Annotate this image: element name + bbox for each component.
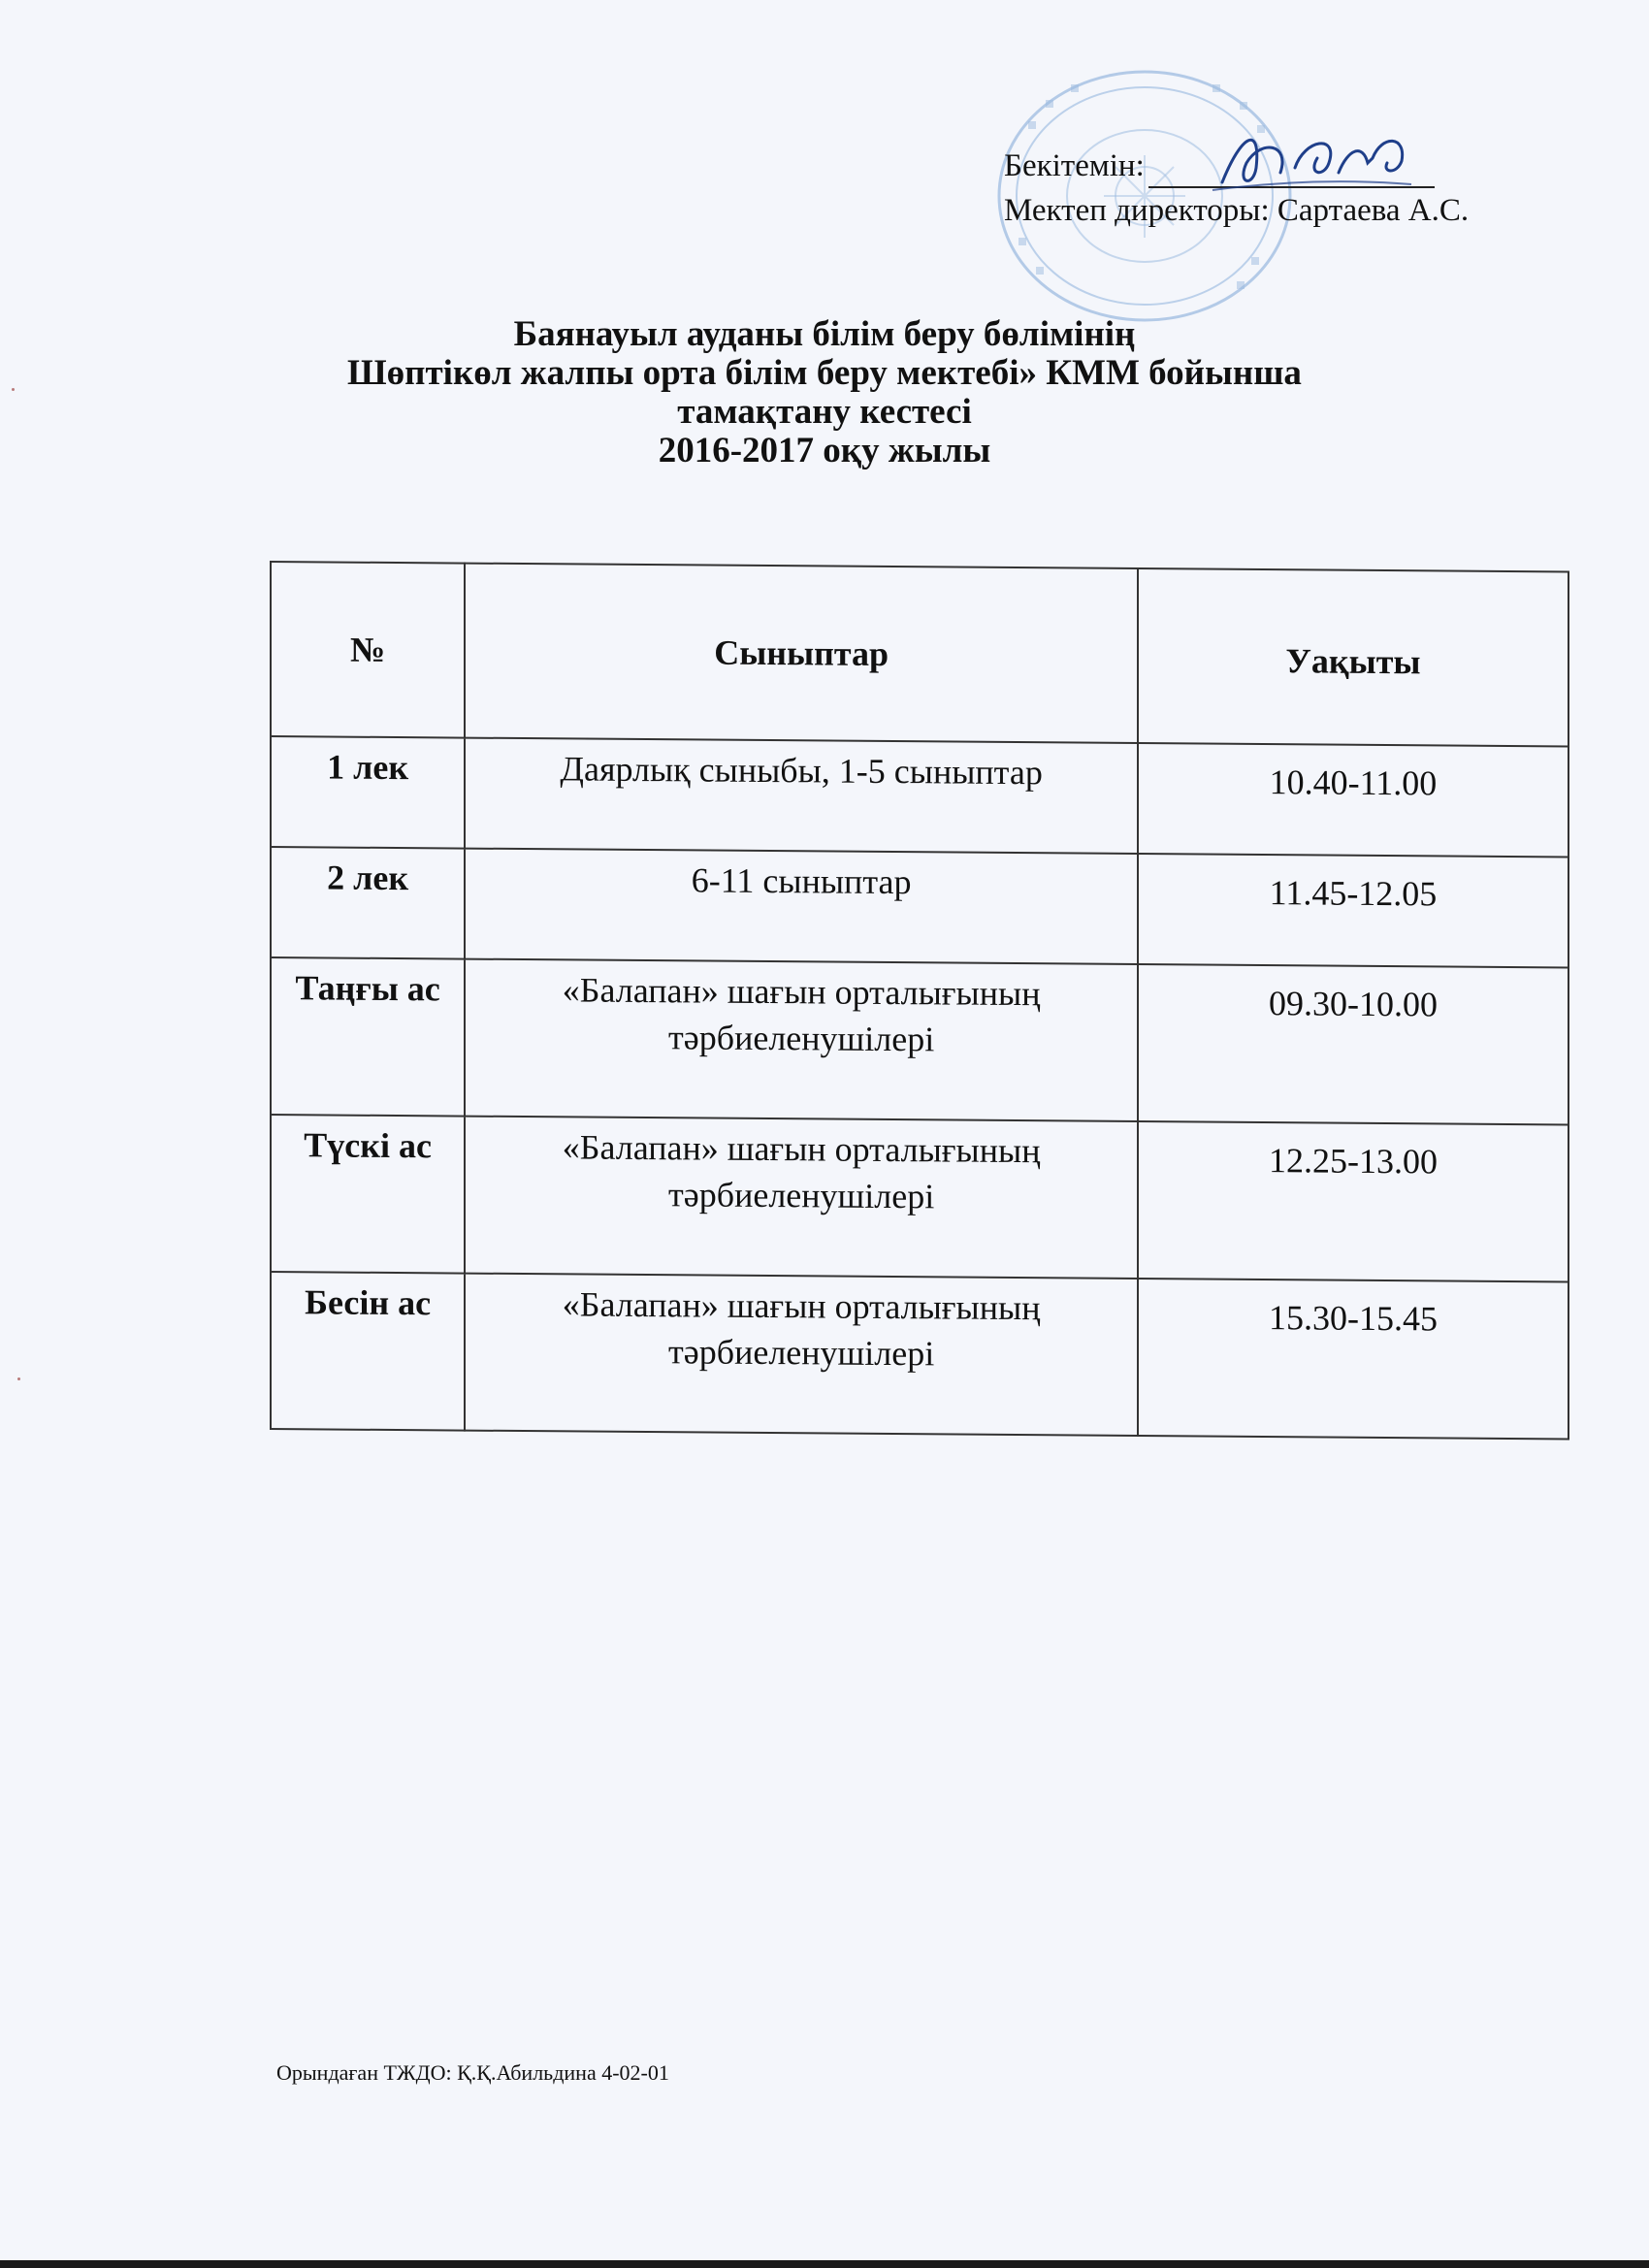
header-time: Уақыты	[1138, 568, 1568, 746]
row-classes: «Балапан» шағын орталығының тәрбиеленушілері	[465, 1274, 1138, 1436]
row-number: Таңғы ас	[271, 957, 465, 1117]
row-classes: 6-11 сыныптар	[465, 849, 1138, 964]
row-time: 12.25-13.00	[1138, 1121, 1568, 1281]
title-line-4: 2016-2017 оқу жылы	[658, 431, 991, 470]
scan-speck	[12, 388, 15, 391]
row-number: 1 лек	[271, 736, 465, 849]
header-classes: Сыныптар	[465, 564, 1138, 743]
table-row	[271, 1272, 1568, 1440]
director-line: Мектеп директоры: Сартаева А.С.	[1004, 193, 1470, 228]
row-number: Түскі ас	[271, 1115, 465, 1274]
row-time: 15.30-15.45	[1138, 1279, 1568, 1439]
meal-schedule-table	[270, 561, 1569, 1430]
row-number: 2 лек	[271, 847, 465, 959]
scan-bottom-edge	[0, 2260, 1649, 2268]
table-row	[271, 957, 1568, 1125]
table-row	[271, 1115, 1568, 1282]
table-row	[271, 847, 1568, 968]
title-line-2: Шөптікөл жалпы орта білім беру мектебі» КММ бойынша	[347, 353, 1302, 393]
header-number: №	[271, 562, 465, 738]
director-signature	[1203, 114, 1426, 202]
title-line-3: тамақтану кестесі	[677, 392, 972, 432]
table-header-row	[271, 562, 1568, 747]
row-time: 11.45-12.05	[1138, 854, 1568, 967]
prepared-by-footer: Орындаған ТЖДО: Қ.Қ.Абильдина 4-02-01	[276, 2060, 669, 2085]
row-classes: «Балапан» шағын орталығының тәрбиеленушілері	[465, 959, 1138, 1121]
approved-label: Бекітемін:	[1004, 148, 1145, 183]
row-number: Бесін ас	[271, 1272, 465, 1431]
row-classes: «Балапан» шағын орталығының тәрбиеленушілері	[465, 1117, 1138, 1279]
title-line-1: Баянауыл ауданы білім беру бөлімінің	[513, 314, 1136, 354]
row-classes: Даярлық сыныбы, 1-5 сыныптар	[465, 738, 1138, 854]
scan-speck	[17, 1377, 20, 1380]
row-time: 09.30-10.00	[1138, 964, 1568, 1124]
row-time: 10.40-11.00	[1138, 743, 1568, 857]
document-title	[194, 315, 1455, 470]
table-row	[271, 736, 1568, 858]
